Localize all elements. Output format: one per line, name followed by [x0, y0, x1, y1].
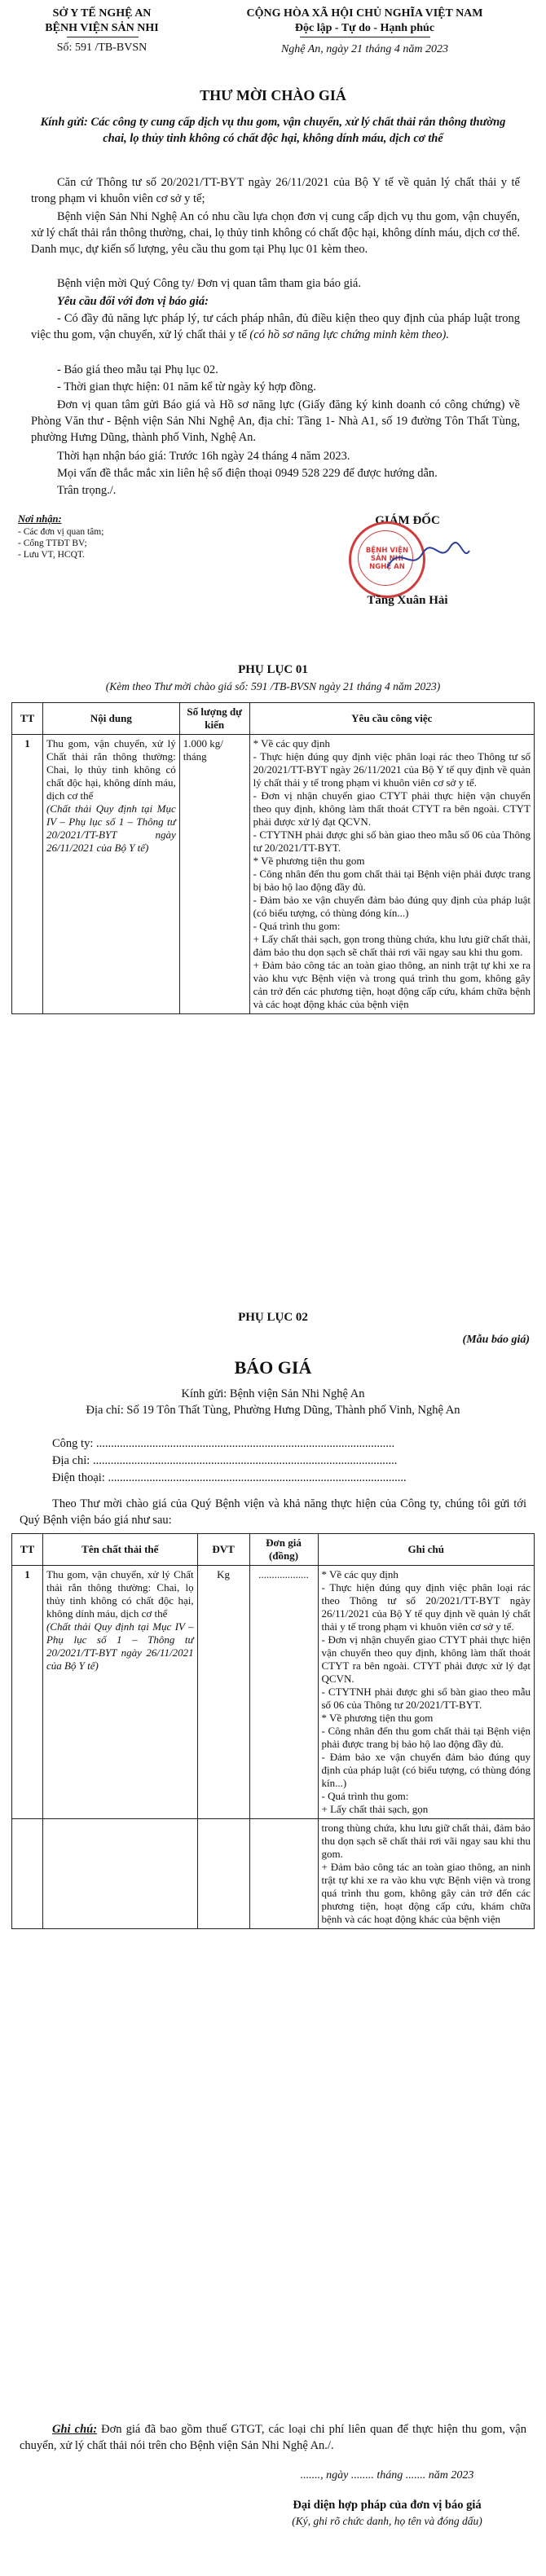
signer-name: Tăng Xuân Hải [367, 594, 448, 607]
header-unit: ĐVT [197, 1534, 249, 1566]
org-line-1: SỞ Y TẾ NGHỆ AN [52, 7, 152, 20]
header-notes: Ghi chú [318, 1534, 535, 1566]
appendix2-title: PHỤ LỤC 02 [238, 1311, 308, 1324]
row-quantity: 1.000 kg/ tháng [179, 735, 249, 1014]
quote-intro: Theo Thư mời chào giá của Quý Bệnh viện và khả năng thực hiện của Công ty, chúng tôi gửi tới Quý Bệnh viện báo giá như sau: [20, 1497, 526, 1527]
field-company-value: ..................................................................................................... [95, 1437, 395, 1450]
appendix2-template-note: (Mẫu báo giá) [462, 1334, 530, 1346]
requirement-line: - Quá trình thu gom: [253, 920, 341, 932]
requirement-line: - CTYTNH phải được ghi sổ bàn giao theo mẫu số 06 của Thông tư 20/2021/TT-BYT. [253, 829, 531, 854]
paragraph-legal-basis: Căn cứ Thông tư số 20/2021/TT-BYT ngày 26/11/2021 của Bộ Y tế về quản lý chất thải y tế trong phạm vi khuôn viên cơ sở y tế; [31, 176, 520, 205]
row-content-main: Thu gom, vận chuyển, xử lý Chất thải rắn thông thường: Chai, lọ thủy tinh không có chất độc hại, không dính máu, dịch cơ thể [46, 737, 176, 802]
paragraph-closing: Trân trọng./. [57, 484, 117, 497]
requirement-line: + Lấy chất thải sạch, gọn trong thùng chứa, khu lưu giữ chất thải, đảm bảo thu dọn sạch sẽ chất thải rơi vãi ngay sau khi thu gom. [253, 933, 531, 958]
quote-footer-note [20, 2421, 526, 2454]
note-line: - Quá trình thu gom: [321, 1790, 409, 1802]
appendix1-title: PHỤ LỤC 01 [238, 663, 308, 676]
note-line: - Đơn vị nhận chuyển giao CTYT phải thực hiện vận chuyển theo quy định, không làm thất thoát CTYT ra bên ngoài. CTYT phải được xử lý đạt QCVN. [321, 1633, 531, 1685]
quote-sign-date: ......., ngày ........ tháng ....... năm 2023 [300, 2469, 474, 2481]
row-notes [318, 1566, 535, 1819]
header-content: Nội dung [42, 703, 179, 735]
header-waste-name: Tên chất thải thế [42, 1534, 197, 1566]
nation-line-1: CỘNG HÒA XÃ HỘI CHỦ NGHĨA VIỆT NAM [246, 7, 483, 20]
field-address-value: ....................................................................................................... [92, 1454, 398, 1467]
table-row-continued [12, 1819, 535, 1929]
field-address-label: Địa chỉ: [52, 1454, 90, 1467]
row-content-note: (Chất thải Quy định tại Mục IV – Phụ lục số 1 – Thông tư 20/2021/TT-BYT ngày 26/11/2021 của Bộ Y tế) [46, 802, 176, 854]
field-address[interactable] [52, 1453, 525, 1470]
header-price: Đơn giá (đồng) [249, 1534, 318, 1566]
appendix1-table [11, 702, 535, 1014]
requirements-title: Yêu cầu đối với đơn vị báo giá: [57, 295, 209, 308]
quote-form-title: BÁO GIÁ [234, 1357, 312, 1378]
field-phone[interactable] [52, 1470, 525, 1487]
requirement-2: - Báo giá theo mẫu tại Phụ lục 02. [57, 363, 218, 376]
date-line: Nghệ An, ngày 21 tháng 4 năm 2023 [280, 43, 449, 55]
requirement-1-main: - Có đầy đủ năng lực pháp lý, tư cách pháp nhân, đủ điều kiện theo quy định của pháp luật trong việc thu gom, vận chuyển, xử lý chất thải y tế [31, 312, 520, 341]
note-line: * Về các quy định [321, 1568, 398, 1580]
recipient-item: - Lưu VT, HCQT. [18, 550, 85, 560]
note-line: - CTYTNH phải được ghi sổ bàn giao theo mẫu số 06 của Thông tư 20/2021/TT-BYT. [321, 1686, 531, 1711]
field-phone-value: ..................................................................................................... [108, 1471, 407, 1484]
header-tt: TT [12, 1534, 43, 1566]
note-line: - Thực hiện đúng quy định việc phân loại rác theo Thông tư số 20/2021/TT-BYT ngày 26/11/2021 của Bộ Y tế quy định về quản lý chất thải y tế trong phạm vi khuôn viên cơ sở y tế. [321, 1581, 531, 1633]
recipient-item: - Các đơn vị quan tâm; [18, 527, 104, 537]
note-line: trong thùng chứa, khu lưu giữ chất thải, đảm bảo thu dọn sạch sẽ chất thải rơi vãi ngay sau khi thu gom. [321, 1822, 531, 1860]
recipients-list [18, 526, 103, 560]
recipient: Kính gửi: Các công ty cung cấp dịch vụ thu gom, vận chuyển, xử lý chất thải rắn thông thường chai, lọ thủy tinh không có chất độc hại, không dính máu, dịch cơ thể [40, 116, 506, 145]
note-line: * Về phương tiện thu gom [321, 1712, 434, 1724]
quote-sign-hint: (Ký, ghi rõ chức danh, họ tên và đóng dấu) [292, 2515, 482, 2527]
page-title: THƯ MỜI CHÀO GIÁ [200, 87, 346, 103]
paragraph-need: Bệnh viện Sản Nhi Nghệ An có nhu cầu lựa chọn đơn vị cung cấp dịch vụ thu gom, vận chuyển, xử lý chất thải rắn thông thường, chai, lọ thủy tinh không có chất độc hại, không dính máu, dịch cơ thể. Danh mục, dự kiến số lượng, yêu cầu thu gom tại Phụ lục 01 kèm theo. [31, 210, 520, 256]
row-notes-continued [318, 1819, 535, 1929]
quote-address-line: Địa chỉ: Số 19 Tôn Thất Tùng, Phường Hưng Dũng, Thành phố Vinh, Nghệ An [86, 1404, 460, 1417]
quote-to-line: Kính gửi: Bệnh viện Sản Nhi Nghệ An [181, 1387, 365, 1400]
row-content [42, 735, 179, 1014]
row-waste-name [42, 1566, 197, 1819]
header-tt: TT [12, 703, 43, 735]
quote-footer-text: Đơn giá đã bao gồm thuế GTGT, các loại chi phí liên quan để thực hiện thu gom, vận chuyển, xử lý chất thải nói trên cho Bệnh viện Sản Nhi Nghệ An./. [20, 2423, 526, 2452]
signature-scribble [383, 539, 473, 577]
quote-sign-role: Đại diện hợp pháp của đơn vị báo giá [293, 2499, 482, 2512]
table-row [12, 735, 535, 1014]
signature-role: GIÁM ĐỐC [375, 514, 440, 527]
row-tt: 1 [12, 735, 43, 1014]
doc-number: Số: 591 /TB-BVSN [56, 42, 148, 54]
row-price[interactable]: ................... [249, 1566, 318, 1819]
requirement-line: * Về phương tiện thu gom [253, 855, 365, 867]
recipient-item: - Cổng TTĐT BV; [18, 538, 87, 548]
requirement-line: + Đảm bảo công tác an toàn giao thông, an ninh trật tự khi xe ra vào khu vực Bệnh viện và trong quá trình thu gom, không gây cản trở đến các phương tiện, hoạt động cấp cứu, khám chữa bệnh và các hoạt động khác của bệnh viện [253, 959, 531, 1010]
paragraph-deadline: Thời hạn nhận báo giá: Trước 16h ngày 24 tháng 4 năm 2023. [57, 450, 350, 463]
appendix2-header-row [12, 1534, 535, 1566]
requirement-1-note: (có hồ sơ năng lực chứng minh kèm theo). [249, 328, 450, 341]
row-requirements [249, 735, 534, 1014]
requirement-3: - Thời gian thực hiện: 01 năm kể từ ngày ký hợp đồng. [57, 380, 316, 393]
row-waste-name-note: (Chất thải Quy định tại Mục IV – Phụ lục số 1 – Thông tư 20/2021/TT-BYT ngày 26/11/2021 của Bộ Y tế) [46, 1620, 194, 1672]
table-row [12, 1566, 535, 1819]
appendix1-subtitle: (Kèm theo Thư mời chào giá số: 591 /TB-BVSN ngày 21 tháng 4 năm 2023) [105, 680, 441, 692]
row-unit: Kg [197, 1566, 249, 1819]
appendix2-table [11, 1533, 535, 1929]
requirement-line: * Về các quy định [253, 737, 330, 750]
paragraph-submission: Đơn vị quan tâm gửi Báo giá và Hồ sơ năng lực (Giấy đăng ký kinh doanh có công chứng) về Phòng Văn thư - Bệnh viện Sản Nhi Nghệ An, địa chỉ: Tầng 1- Nhà A1, số 19 đường Tôn Thất Tùng, phường Hưng Dũng, thành phố Vinh, Nghệ An. [31, 398, 520, 444]
paragraph-invite: Bệnh viện mời Quý Công ty/ Đơn vị quan tâm tham gia báo giá. [57, 277, 361, 290]
paragraph-contact: Mọi vấn đề thắc mắc xin liên hệ số điện thoại 0949 528 229 để được hướng dẫn. [57, 467, 438, 480]
cont-cell-empty [12, 1819, 43, 1929]
cont-cell-empty [42, 1819, 197, 1929]
field-company[interactable] [52, 1435, 525, 1453]
row-waste-name-main: Thu gom, vận chuyển, xử lý Chất thải rắn thông thường: Chai, lọ thủy tinh không có chất độc hại, không dính máu, dịch cơ thể [46, 1568, 194, 1620]
row-tt: 1 [12, 1566, 43, 1819]
requirement-line: - Thực hiện đúng quy định việc phân loại rác theo Thông tư số 20/2021/TT-BYT ngày 26/11/2021 của Bộ Y tế quy định về quản lý chất thải y tế trong phạm vi khuôn viên cơ sở y tế. [253, 750, 531, 789]
field-company-label: Công ty: [52, 1437, 94, 1450]
recipients-title: Nơi nhận: [18, 513, 62, 525]
cont-cell-empty [249, 1819, 318, 1929]
org-line-2: BỆNH VIỆN SẢN NHI [45, 22, 159, 34]
note-line: + Đảm bảo công tác an toàn giao thông, an ninh trật tự khi xe ra vào khu vực Bệnh viện và trong quá trình thu gom, không gây cản trở đến các phương tiện, hoạt động cấp cứu, khám chữa bệnh và các hoạt động khác của bệnh viện [321, 1861, 531, 1925]
note-line: - Đảm bảo xe vận chuyển đảm bảo đúng quy định của pháp luật (có biểu tượng, có thùng đóng kín...) [321, 1751, 531, 1789]
quote-footer-label: Ghi chú: [52, 2423, 98, 2436]
header-requirements: Yêu cầu công việc [249, 703, 534, 735]
field-phone-label: Điện thoại: [52, 1471, 105, 1484]
quote-fields [52, 1435, 525, 1487]
requirement-line: - Đảm bảo xe vận chuyển đảm bảo đúng quy định của pháp luật (có biểu tượng, có thùng đóng kín...) [253, 894, 531, 919]
note-line: - Công nhân đến thu gom chất thải tại Bệnh viện phải được trang bị bảo hộ lao động đầy đủ. [321, 1725, 531, 1750]
requirement-1 [31, 310, 520, 343]
appendix1-header-row [12, 703, 535, 735]
note-line: + Lấy chất thải sạch, gọn [321, 1803, 429, 1815]
cont-cell-empty [197, 1819, 249, 1929]
header-quantity: Số lượng dự kiến [179, 703, 249, 735]
stamp-text: BỆNH VIỆN SẢN NHI NGHỆ AN [365, 547, 409, 571]
nation-line-2: Độc lập - Tự do - Hạnh phúc [294, 22, 435, 34]
requirement-line: - Công nhân đến thu gom chất thải tại Bệnh viện phải được trang bị bảo hộ lao động đầy đủ. [253, 868, 531, 893]
requirement-line: - Đơn vị nhận chuyển giao CTYT phải thực hiện vận chuyển theo quy định, không làm thất thoát CTYT ra bên ngoài. CTYT phải được xử lý đạt QCVN. [253, 789, 531, 828]
